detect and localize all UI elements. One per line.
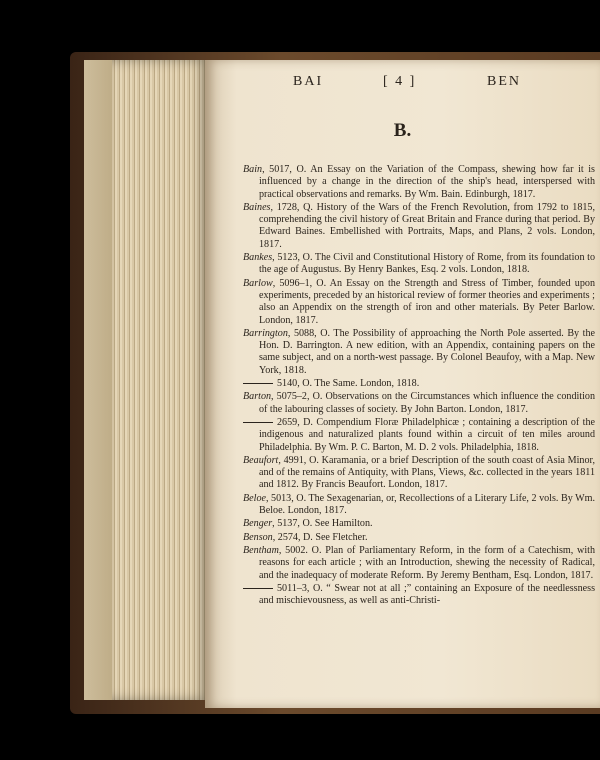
entry-author: Barton [243, 391, 272, 403]
entry-text: 5140, O. The Same. London, 1818. [277, 378, 420, 390]
entry-text: , 5002. O. Plan of Parliamentary Reform, in the form of a Catechism, with reasons for each article ; with an Introduction, shewing the necessity of Radical, and the inadequacy of moderate Reform. By Jeremy Bentham, Esq. London, 1817. [259, 544, 595, 581]
entry-author: Bentham [243, 544, 279, 556]
page-number: [ 4 ] [383, 74, 417, 89]
catalog-entry [243, 164, 595, 201]
catalog-entry [243, 493, 595, 518]
entry-author: Baines [243, 201, 271, 213]
entry-author: Barrington [243, 327, 288, 339]
entry-text: , 5096–1, O. An Essay on the Strength and Stress of Timber, founded upon experiments, preceded by an historical review of former theories and experiments ; also an Appendix on the strength of iron and other materials. By Peter Barlow. London, 1817. [259, 277, 595, 326]
ditto-dash [243, 588, 273, 589]
entry-list [243, 164, 595, 608]
catalog-entry [243, 518, 595, 530]
catalog-entry [243, 378, 595, 390]
catalog-entry [243, 455, 595, 492]
entry-text: , 4991, O. Karamania, or a brief Description of the south coast of Asia Minor, and of the remains of Antiquity, with Plans, Views, &c. collected in the years 1811 and 1812. By Francis Beaufort. London, 1817. [259, 454, 595, 491]
entry-text: , 5013, O. The Sexagenarian, or, Recollections of a Literary Life, 2 vols. By Wm. Beloe. London, 1817. [259, 492, 595, 517]
catalog-entry [243, 328, 595, 377]
entry-author: Benger [243, 518, 273, 530]
entry-author: Barlow [243, 277, 273, 289]
catalog-entry [243, 532, 595, 544]
entry-text: 5011–3, O. “ Swear not at all ;” containing an Exposure of the needlessness and mischievousness, as well as anti-Christi- [259, 582, 595, 607]
page-edges [112, 60, 210, 700]
entry-author: Benson [243, 531, 273, 543]
entry-text: , 5137, O. See Hamilton. [272, 518, 373, 530]
catalog-entry [243, 278, 595, 327]
entry-text: , 5017, O. An Essay on the Variation of the Compass, shewing how far it is influenced by a change in the direction of the ship's head, interspersed with practical observations and remarks. By Wm. Bain. Edinburgh, 1817. [259, 164, 595, 200]
book-page [205, 60, 600, 708]
entry-text: , 5075–2, O. Observations on the Circumstances which influence the condition of the labouring classes of society. By John Barton. London, 1817. [259, 391, 595, 415]
entry-text: , 5123, O. The Civil and Constitutional History of Rome, from its foundation to the age of Augustus. By Henry Bankes, Esq. 2 vols. London, 1818. [259, 252, 595, 276]
section-letter: B. [393, 120, 412, 141]
catalog-entry [243, 545, 595, 582]
ditto-dash [243, 383, 273, 384]
ditto-dash [243, 422, 273, 423]
header-left: BAI [293, 74, 324, 89]
catalog-entry [243, 417, 595, 454]
entry-author: Bankes [243, 252, 273, 264]
entry-author: Beloe [243, 492, 266, 504]
header-right: BEN [487, 74, 521, 89]
entry-text: , 5088, O. The Possibility of approaching the North Pole asserted. By the Hon. D. Barrington. A new edition, with an Appendix, containing papers on the same subject, and on a north-west passage. By Colonel Beaufoy, with a Map. New York, 1818. [259, 327, 595, 376]
entry-text: , 2574, D. See Fletcher. [272, 531, 368, 543]
catalog-entry [243, 583, 595, 608]
entry-author: Beaufort [243, 454, 279, 466]
catalog-entry [243, 202, 595, 251]
entry-text: 2659, D. Compendium Floræ Philadelphicæ ; containing a description of the indigenous and naturalized plants found within a circuit of ten miles around Philadelphia. By Wm. P. C. Barton, M. D. 2 vols. Philadelphia, 1818. [259, 416, 595, 453]
catalog-entry [243, 252, 595, 277]
entry-author: Bain [243, 164, 263, 175]
catalog-entry [243, 391, 595, 416]
entry-text: , 1728, Q. History of the Wars of the French Revolution, from 1792 to 1815, comprehending the civil history of Great Britain and France during that period. By Edward Baines. Embellished with Portraits, Maps, and Plans, 2 vols. London, 1817. [259, 201, 595, 250]
